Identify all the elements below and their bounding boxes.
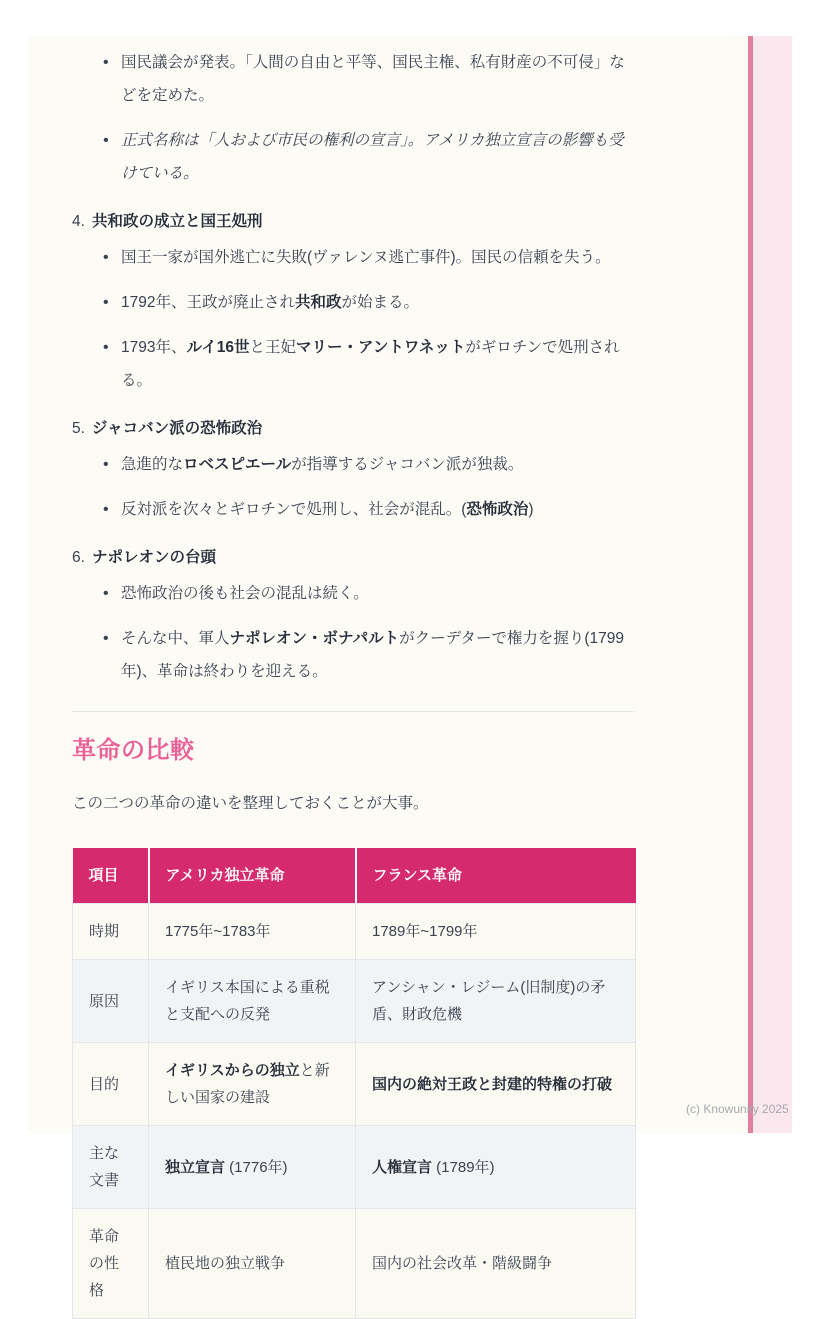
comparison-heading: 革命の比較 (72, 737, 195, 764)
bold-text: 国内の絶対王政と封建的特権の打破 (372, 1075, 613, 1093)
page-accent-strip (753, 36, 792, 1133)
table-header-row (73, 848, 636, 904)
bullet-item (72, 241, 635, 274)
section-heading (72, 207, 635, 237)
section-number: 6. (72, 549, 85, 566)
american-revolution-cell (149, 1043, 356, 1126)
text-segment: 国民議会が発表。「人間の自由と平等、国民主権、私有財産の不可侵」などを定めた。 (121, 54, 625, 104)
bold-text: 恐怖政治 (466, 501, 529, 518)
knowunity-watermark: (c) Knowunity 2025 (686, 1102, 789, 1116)
comparison-table-body (73, 904, 636, 1319)
text-segment: 1789年~1799年 (372, 923, 478, 940)
row-label-cell: 革命の性格 (73, 1209, 149, 1319)
section-heading (72, 414, 635, 444)
bold-text: ルイ16世 (186, 339, 250, 356)
row-label-cell: 目的 (73, 1043, 149, 1126)
french-revolution-cell (356, 1126, 636, 1209)
section-heading (72, 543, 635, 573)
section-title: ジャコバン派の恐怖政治 (91, 420, 263, 437)
text-segment: 急進的な (121, 456, 184, 473)
bullet-item (72, 622, 635, 688)
section-bullet-list (72, 241, 635, 397)
american-revolution-cell (149, 904, 356, 960)
text-segment: 1793年、 (121, 339, 187, 356)
comparison-table (72, 848, 636, 1319)
section-number: 5. (72, 420, 85, 437)
table-column-header: フランス革命 (356, 848, 636, 904)
text-segment: が始まる。 (341, 294, 420, 311)
french-revolution-cell (356, 904, 636, 960)
row-label-cell: 主な文書 (73, 1126, 149, 1209)
bullet-item (72, 124, 635, 190)
bullet-item (72, 286, 635, 319)
text-segment: 国内の社会改革・階級闘争 (372, 1255, 553, 1272)
text-segment: (1789年) (432, 1158, 495, 1176)
table-column-header: アメリカ独立革命 (149, 848, 356, 904)
text-segment: がギロチンで処刑される。 (121, 339, 620, 389)
bold-text: ロベスピエール (183, 456, 292, 473)
bold-text: 人権宣言 (372, 1158, 433, 1176)
comparison-intro: この二つの革命の違いを整理しておくことが大事。 (72, 795, 429, 812)
section-number: 4. (72, 213, 85, 230)
french-revolution-cell (356, 960, 636, 1043)
text-segment: (1776年) (225, 1158, 288, 1176)
section-title: ナポレオンの台頭 (91, 549, 216, 566)
bold-text: マリー・アントワネット (295, 339, 466, 356)
table-row (73, 904, 636, 960)
bullet-item (72, 331, 635, 397)
row-label-cell: 原因 (73, 960, 149, 1043)
table-row (73, 960, 636, 1043)
section-bullet-list (72, 448, 635, 526)
bold-text: イギリスからの独立 (165, 1062, 300, 1079)
section-divider (72, 711, 635, 712)
table-row (73, 1043, 636, 1126)
bullet-item (72, 493, 635, 526)
text-segment: と王妃 (249, 339, 296, 356)
bullet-item (72, 46, 635, 112)
french-revolution-cell (356, 1209, 636, 1319)
french-revolution-cell (356, 1043, 636, 1126)
document-page (28, 36, 792, 1299)
numbered-section (72, 207, 635, 397)
page-content (72, 36, 635, 1319)
american-revolution-cell (149, 960, 356, 1043)
american-revolution-cell (149, 1209, 356, 1319)
text-segment: 1792年、王政が廃止され (121, 294, 295, 311)
text-segment: アンシャン・レジーム(旧制度)の矛盾、財政危機 (372, 979, 606, 1023)
text-segment: 恐怖政治の後も社会の混乱は続く。 (121, 585, 369, 602)
text-segment: 反対派を次々とギロチンで処刑し、社会が混乱。( (121, 501, 467, 518)
text-segment: 1775年~1783年 (165, 923, 271, 940)
table-row (73, 1126, 636, 1209)
comparison-table-header (73, 848, 636, 904)
text-segment: ) (528, 501, 534, 518)
text-segment: イギリス本国による重税と支配への反発 (165, 979, 330, 1023)
bold-text: ナポレオン・ボナパルト (229, 630, 400, 647)
text-segment: と新しい国家の建設 (165, 1062, 330, 1106)
table-column-header: 項目 (73, 848, 149, 904)
section-title: 共和政の成立と国王処刑 (91, 213, 263, 230)
text-segment: がクーデターで権力を握り(1799年)、革命は終わりを迎える。 (121, 630, 624, 680)
numbered-section (72, 414, 635, 526)
numbered-section (72, 543, 635, 688)
text-segment: 国王一家が国外逃亡に失敗(ヴァレンヌ逃亡事件)。国民の信頼を失う。 (121, 249, 611, 266)
section-bullet-list (72, 577, 635, 688)
bold-text: 独立宣言 (165, 1158, 226, 1176)
text-segment: 植民地の独立戦争 (165, 1255, 286, 1272)
text-segment: そんな中、軍人 (121, 630, 230, 647)
numbered-sections (72, 207, 635, 688)
table-row (73, 1209, 636, 1319)
intro-bullet-list (72, 46, 635, 190)
bold-text: 共和政 (294, 294, 342, 311)
american-revolution-cell (149, 1126, 356, 1209)
bullet-item (72, 577, 635, 610)
text-segment: が指導するジャコバン派が独裁。 (291, 456, 524, 473)
bullet-item (72, 448, 635, 481)
row-label-cell: 時期 (73, 904, 149, 960)
text-segment: 正式名称は「人および市民の権利の宣言」。アメリカ独立宣言の影響も受けている。 (121, 132, 624, 182)
